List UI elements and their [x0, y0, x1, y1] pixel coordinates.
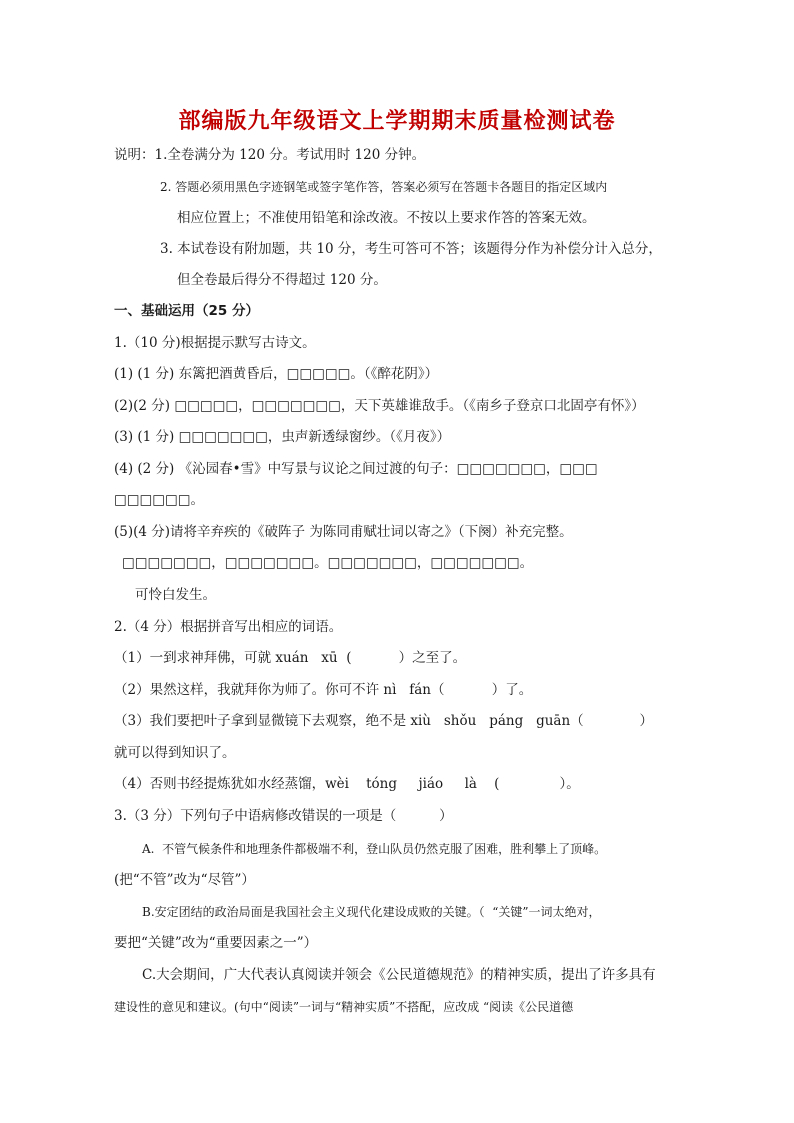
question-1-item-5: (5)(4 分)请将辛弃疾的《破阵子 为陈同甫赋壮词以寄之》（下阕）补充完整。 — [114, 524, 573, 540]
question-3-option-b: B.安定团结的政治局面是我国社会主义现代化建设成败的关键。（ “关键”一词太绝对， — [142, 905, 601, 919]
question-2-item-3: （3）我们要把叶子拿到显微镜下去观察，绝不是 xiù shǒu páng guān（ ） — [114, 713, 653, 729]
question-3-option-c-note: 建设性的意见和建议。(句中“阅读”一词与“精神实质”不搭配，应改成 “阅读《公民道德 — [114, 1000, 574, 1014]
question-1-item-5-blanks: □□□□□□□，□□□□□□□。□□□□□□□，□□□□□□□。 — [122, 555, 534, 571]
question-1-item-5-end: 可怜白发生。 — [135, 587, 216, 603]
instruction-line-3: 相应位置上；不准使用铅笔和涂改液。不按以上要求作答的答案无效。 — [177, 210, 596, 226]
question-1-item-3: (3) (1 分) □□□□□□□，虫声新透绿窗纱。（《月夜》） — [114, 429, 451, 445]
question-3-option-b-note: 要把“关键”改为“重要因素之一”） — [114, 935, 318, 951]
question-1-item-1: (1) (1 分) 东篱把酒黄昏后，□□□□□。（《醉花阴》） — [114, 366, 439, 382]
question-2-item-3-cont: 就可以得到知识了。 — [114, 745, 236, 761]
instruction-line-2: 2. 答题必须用黑色字迹钢笔或签字笔作答，答案必须写在答题卡各题目的指定区域内 — [160, 180, 608, 194]
question-1-item-2: (2)(2 分) □□□□□，□□□□□□□，天下英雄谁敌手。（《南乡子登京口北固亭有怀》） — [114, 398, 645, 414]
question-2-stem: 2.（4 分）根据拼音写出相应的词语。 — [114, 619, 343, 635]
question-2-item-4: （4）否则书经提炼犹如水经蒸馏，wèi tóng jiáo là ( ）。 — [114, 776, 580, 792]
question-2-item-2: （2）果然这样，我就拜你为师了。你可不许 nì fán（ ）了。 — [114, 682, 533, 698]
question-3-option-a: A. 不管气候条件和地理条件都极端不利，登山队员仍然克服了困难，胜利攀上了顶峰。 — [142, 842, 607, 856]
question-1-item-4-cont: □□□□□□。 — [114, 492, 205, 508]
section-heading: 一、基础运用（25 分） — [114, 303, 259, 319]
question-1-stem: 1.（10 分)根据提示默写古诗文。 — [114, 335, 316, 351]
instruction-line-4: 3. 本试卷设有附加题，共 10 分，考生可答可不答；该题得分作为补偿分计入总分， — [160, 241, 662, 257]
instruction-line-1: 说明：1.全卷满分为 120 分。考试用时 120 分钟。 — [114, 147, 426, 163]
question-3-option-c: C.大会期间，广大代表认真阅读并领会《公民道德规范》的精神实质，提出了许多具有 — [142, 967, 656, 983]
question-1-item-4: (4) (2 分) 《沁园春•雪》中写景与议论之间过渡的句子：□□□□□□□，□□□ — [114, 461, 598, 477]
instruction-line-5: 但全卷最后得分不得超过 120 分。 — [177, 272, 387, 288]
question-3-stem: 3.（3 分）下列句子中语病修改错误的一项是（ ） — [114, 808, 453, 824]
question-2-item-1: （1）一到求神拜佛，可就 xuán xū ( ）之至了。 — [114, 650, 467, 666]
question-3-option-a-note: (把“不管”改为“尽管”） — [114, 872, 255, 888]
page-title: 部编版九年级语文上学期期末质量检测试卷 — [178, 109, 616, 134]
